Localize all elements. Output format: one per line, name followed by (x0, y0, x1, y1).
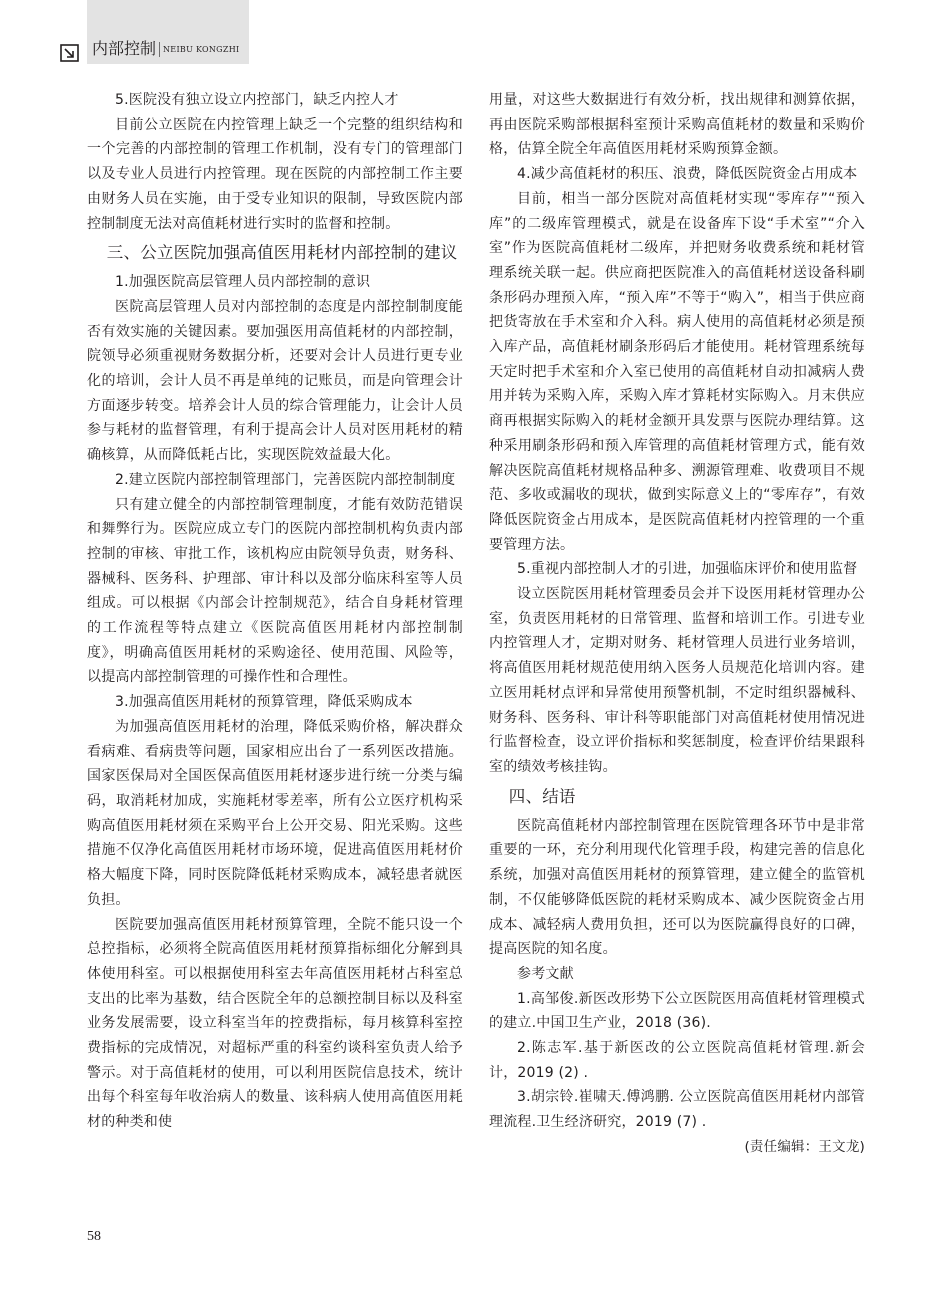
body-paragraph: 设立医院医用耗材管理委员会并下设医用耗材管理办公室，负责医用耗材的日常管理、监督和培训工作。引进专业内控管理人才，定期对财务、耗材管理人员进行业务培训，将高值医用耗材规范使用纳入医务人员规范化培训内容。建立医用耗材点评和异常使用预警机制，不定时组织器械科、财务科、医务科、审计科等职能部门对高值耗材使用情况进行监督检查，设立评价指标和奖惩制度，检查评价结果跟科室的绩效考核挂钩。 (489, 586, 865, 775)
section-heading: 三、公立医院加强高值医用耗材内部控制的建议 (106, 243, 458, 263)
subsection-heading: 4.减少高值耗材的积压、浪费，降低医院资金占用成本 (517, 166, 858, 183)
subsection-heading: 2.建立医院内部控制管理部门，完善医院内部控制制度 (115, 471, 456, 488)
subsection-heading: 5.医院没有独立设立内控部门，缺乏内控人才 (115, 92, 399, 108)
reference-item: 1.高邹俊.新医改形势下公立医院医用高值耗材管理模式的建立.中国卫生产业，2018 (36). (489, 990, 865, 1032)
page-header (0, 0, 950, 70)
subsection-heading: 1.加强医院高层管理人员内部控制的意识 (115, 274, 371, 291)
subsection-heading: 5.重视内部控制人才的引进，加强临床评价和使用监督 (517, 561, 858, 578)
page-number: 58 (87, 1229, 101, 1244)
body-paragraph: 为加强高值医用耗材的治理，降低采购价格，解决群众看病难、看病贵等问题，国家相应出台了一系列医改措施。国家医保局对全国医保高值医用耗材逐步进行统一分类与编码，取消耗材加成，实施耗材零差率，所有公立医疗机构采购高值医用耗材须在采购平台上公开交易、阳光采购。这些措施不仅净化高值医用耗材市场环境，促进高值医用耗材价格大幅度下降，同时医院降低耗材采购成本，减轻患者就医负担。 (87, 718, 463, 908)
body-paragraph: 医院高值耗材内部控制管理在医院管理各环节中是非常重要的一环，充分利用现代化管理手段，构建完善的信息化系统，加强对高值医用耗材的预算管理，建立健全的监管机制，不仅能够降低医院的耗材采购成本、减少医院资金占用成本、减轻病人费用负担，还可以为医院赢得良好的口碑，提高医院的知名度。 (489, 817, 865, 958)
section-heading: 四、结语 (508, 786, 576, 806)
body-paragraph: 只有建立健全的内部控制管理制度，才能有效防范错误和舞弊行为。医院应成立专门的医院内部控制机构负责内部控制的审核、审批工作，该机构应由院领导负责，财务科、器械科、医务科、护理部、审计科以及部分临床科室等人员组成。可以根据《内部会计控制规范》，结合自身耗材管理的工作流程等特点建立《医院高值医用耗材内部控制制度》，明确高值医用耗材的采购途径、使用范围、风险等，以提高内部控制管理的可操作性和合理性。 (87, 496, 463, 686)
reference-item: 3.胡宗铃.崔啸天.傅鸿鹏. 公立医院高值医用耗材内部管理流程.卫生经济研究，2019 (7) . (489, 1089, 865, 1131)
body-paragraph: 医院要加强高值医用耗材预算管理，全院不能只设一个总控指标，必须将全院高值医用耗材预算指标细化分解到具体使用科室。可以根据使用科室去年高值医用耗材占科室总支出的比率为基数，结合医院全年的总额控制目标以及科室业务发展需要，设立科室当年的控费指标，每月核算科室控费指标的完成情况，对超标严重的科室约谈科室负责人给予警示。对于高值耗材的使用，可以利用医院信息技术，统计出每个科室每年收治病人的数量、该科病人使用高值医用耗材的种类和使 (87, 916, 463, 1131)
subsection-heading: 3.加强高值医用耗材的预算管理，降低采购成本 (115, 694, 413, 711)
reference-item: 参考文献 (517, 965, 574, 982)
section-title: 内部控制 (92, 39, 157, 58)
section-pinyin: NEIBU KONGZHI (163, 45, 240, 54)
corner-arrow-icon (60, 44, 79, 62)
header-divider (159, 42, 160, 57)
reference-item: 2.陈志军.基于新医改的公立医院高值耗材管理.新会计，2019 (2) . (489, 1040, 865, 1081)
body-paragraph: 医院高层管理人员对内部控制的态度是内部控制制度能否有效实施的关键因素。要加强医用高值耗材的内部控制，院领导必须重视财务数据分析，还要对会计人员进行更专业化的培训，会计人员不再是单纯的记账员，而是向管理会计方面逐步转变。培养会计人员的综合管理能力，让会计人员参与耗材的监督管理，有利于提高会计人员对医用耗材的精确核算，从而降低耗占比，实现医院效益最大化。 (87, 298, 463, 464)
body-paragraph: 目前，相当一部分医院对高值耗材实现“零库存”“预入库”的二级库管理模式，就是在设备库下设“手术室”“介入室”作为医院高值耗材二级库，并把财务收费系统和耗材管理系统关联一起。供应商把医院准入的高值耗材送设备科刷条形码办理预入库，“预入库”不等于“购入”，相当于供应商把货寄放在手术室和介入科。病人使用的高值耗材必须是预入库产品，高值耗材刷条形码后才能使用。耗材管理系统每天定时把手术室和介入室已使用的高值耗材自动扣减病人费用并转为采购入库，采购入库才算耗材实际购入。月末供应商再根据实际购入的耗材金额开具发票与医院办理结算。这种采用刷条形码和预入库管理的高值耗材管理方式，能有效解决医院高值耗材规格品种多、溯源管理难、收费项目不规范、多收或漏收的现状，做到实际意义上的“零库存”，有效降低医院资金占用成本，是医院高值耗材内控管理的一个重要管理方法。 (489, 190, 865, 553)
body-paragraph: 用量，对这些大数据进行有效分析，找出规律和测算依据，再由医院采购部根据科室预计采购高值耗材的数量和采购价格，估算全院全年高值医用耗材采购预算金额。 (489, 92, 865, 158)
editor-credit: (责任编辑：王文龙) (744, 1138, 865, 1155)
body-paragraph: 目前公立医院在内控管理上缺乏一个完整的组织结构和一个完善的内部控制的管理工作机制，没有专门的管理部门以及专业人员进行内控管理。现在医院的内部控制工作主要由财务人员在实施，由于受专业知识的限制，导致医院内部控制制度无法对高值耗材进行实时的监督和控制。 (87, 116, 463, 232)
right-column (489, 88, 865, 1160)
left-column (87, 88, 463, 1135)
